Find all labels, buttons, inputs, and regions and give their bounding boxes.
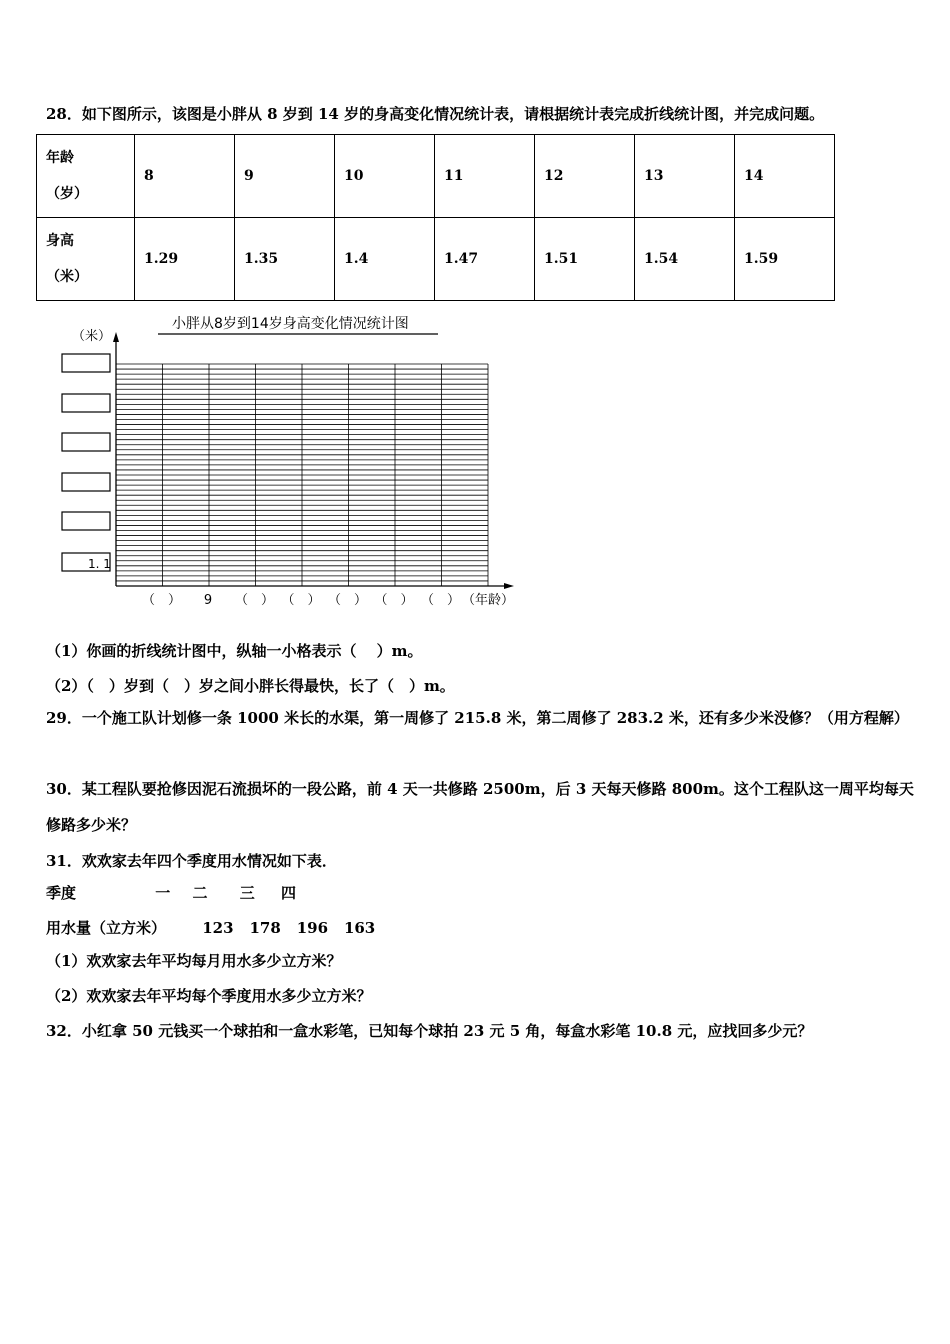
- question-28-sub1: （1）你画的折线统计图中，纵轴一小格表示（ ）m。: [46, 642, 423, 660]
- season-value: 三: [239, 884, 255, 902]
- question-31-sub2: （2）欢欢家去年平均每个季度用水多少立方米？: [46, 987, 372, 1005]
- y-label-box: [62, 354, 110, 372]
- table-row-height: [37, 218, 835, 301]
- age-cell: 13: [635, 135, 735, 218]
- table-row-age: [37, 135, 835, 218]
- height-unit: （米）: [46, 269, 88, 285]
- season-value: 二: [192, 884, 208, 902]
- height-label-cell: [37, 218, 135, 301]
- question-30-text: 30．某工程队要抢修因泥石流损坏的一段公路，前 4 天一共修路 2500m，后 3 天每天修路 800m。这个工程队这一周平均每天修路多少米？: [46, 780, 914, 834]
- height-cell: 1.59: [735, 218, 835, 301]
- chart-grid: [116, 364, 488, 586]
- height-cell: 1.54: [635, 218, 735, 301]
- usage-value: 178: [249, 919, 281, 937]
- age-unit: （岁）: [46, 186, 88, 202]
- height-cell: 1.29: [135, 218, 235, 301]
- usage-value: 196: [296, 919, 329, 937]
- usage-value: 163: [343, 919, 376, 937]
- question-28-sub2: （2）（ ）岁到（ ）岁之间小胖长得最快，长了（ ）m。: [46, 677, 455, 695]
- height-label: 身高: [46, 233, 74, 249]
- x-axis-label: （ ）: [374, 593, 414, 608]
- age-cell: 8: [135, 135, 235, 218]
- y-label-box: [62, 512, 110, 530]
- x-axis-label: （ ）: [234, 593, 275, 608]
- x-axis-arrow: [504, 583, 514, 589]
- age-cell: 10: [335, 135, 435, 218]
- question-32-text: 32．小红拿 50 元钱买一个球拍和一盒水彩笔，已知每个球拍 23 元 5 角，每盒水彩笔 10.8 元，应找回多少元？: [46, 1022, 813, 1040]
- height-line-chart-grid: [50, 312, 530, 614]
- height-cell: 1.35: [235, 218, 335, 301]
- age-cell: 11: [435, 135, 535, 218]
- question-31-sub1: （1）欢欢家去年平均每月用水多少立方米？: [46, 952, 342, 970]
- height-cell: 1.51: [535, 218, 635, 301]
- y-axis-unit: （米）: [72, 329, 112, 344]
- x-axis-label: 9: [203, 593, 213, 608]
- season-value: 四: [280, 884, 296, 902]
- y-label-box: [62, 433, 110, 451]
- chart-title: 小胖从8岁到14岁身高变化情况统计图: [172, 316, 409, 332]
- x-axis-label: （ ）: [141, 593, 182, 608]
- x-axis-unit: （年龄）: [462, 593, 515, 608]
- y-label-box: [62, 473, 110, 491]
- x-axis-label: （ ）: [281, 593, 321, 608]
- question-28-text: 28．如下图所示，该图是小胖从 8 岁到 14 岁的身高变化情况统计表，请根据统计表完成折线统计图，并完成问题。: [46, 105, 825, 123]
- x-axis-label: （ ）: [327, 593, 368, 608]
- water-usage-row: [46, 917, 386, 938]
- question-29-text: 29．一个施工队计划修一条 1000 米长的水渠，第一周修了 215.8 米，第二周修了 283.2 米，还有多少米没修？（用方程解）: [46, 709, 909, 727]
- y-label-box: [62, 394, 110, 412]
- question-31-text: 31．欢欢家去年四个季度用水情况如下表．: [46, 852, 337, 870]
- x-axis-label: （ ）: [420, 593, 461, 608]
- age-label: 年龄: [46, 150, 74, 166]
- age-cell: 9: [235, 135, 335, 218]
- usage-value: 123: [202, 919, 234, 937]
- age-cell: 14: [735, 135, 835, 218]
- height-cell: 1.4: [335, 218, 435, 301]
- age-label-cell: [37, 135, 135, 218]
- y-axis-arrow: [113, 332, 119, 342]
- y-label-boxes: [62, 354, 110, 571]
- y-first-label: 1. 1: [88, 557, 111, 571]
- age-cell: 12: [535, 135, 635, 218]
- height-cell: 1.47: [435, 218, 535, 301]
- x-axis-labels: [142, 593, 460, 608]
- water-season-row: [46, 882, 311, 903]
- height-data-table: [36, 134, 835, 301]
- season-label: 季度: [46, 884, 77, 902]
- season-value: 一: [155, 884, 171, 902]
- usage-label: 用水量（立方米）: [46, 919, 167, 937]
